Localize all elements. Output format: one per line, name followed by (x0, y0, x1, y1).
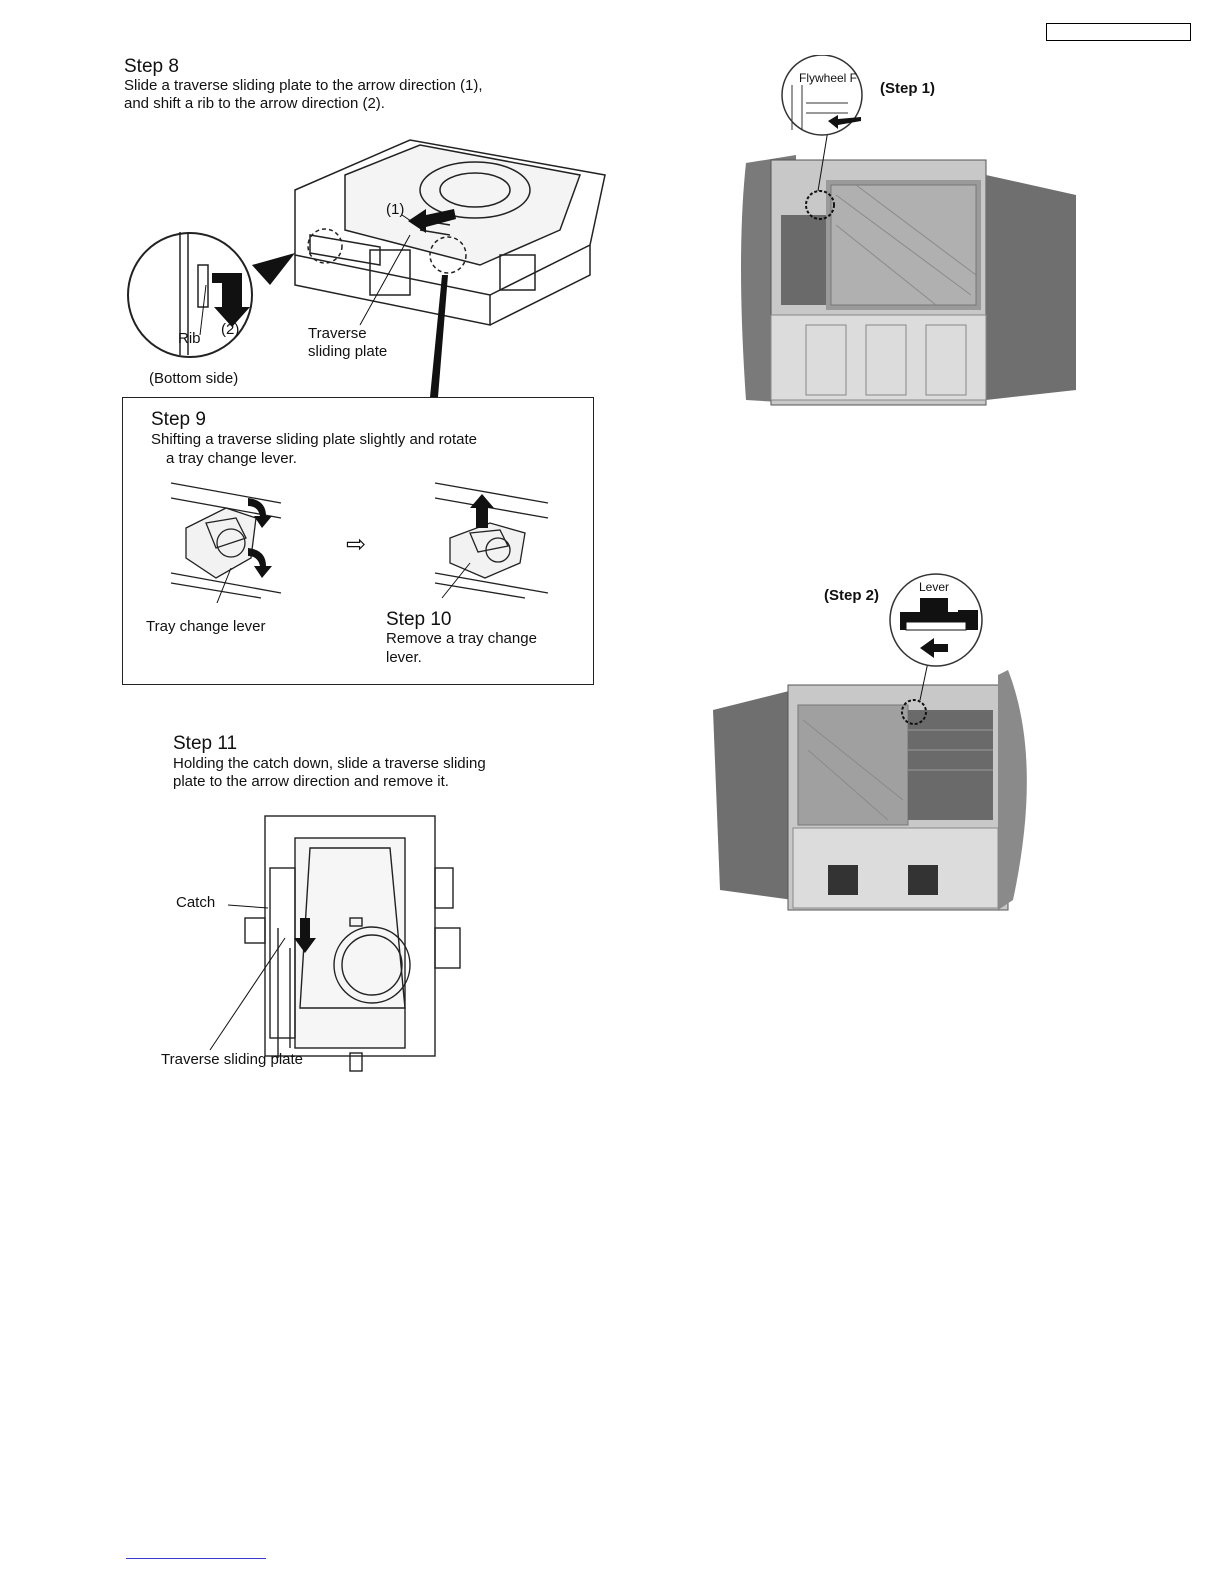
step11-title: Step 11 (173, 733, 238, 754)
bottom-side-label: (Bottom side) (149, 370, 239, 387)
step9-title: Step 9 (151, 409, 206, 430)
step9-desc-line2: a tray change lever. (166, 450, 297, 467)
step8-desc-line1: Slide a traverse sliding plate to the arrow direction (1), (124, 77, 483, 94)
step1-label: (Step 1) (880, 80, 936, 97)
callout-1-label: (1) (386, 201, 405, 218)
catch-label: Catch (176, 894, 216, 911)
callout-2-label: (2) (221, 321, 240, 338)
footer-link-underline[interactable] (126, 1558, 266, 1559)
rib-label: Rib (178, 330, 201, 347)
step10-title: Step 10 (386, 609, 452, 630)
step2-photo (708, 570, 1048, 915)
step11-illustration (160, 808, 570, 1076)
step10-desc-line2: lever. (386, 649, 422, 666)
step9-desc-line1: Shifting a traverse sliding plate slightly and rotate (151, 431, 478, 448)
flywheel-label: Flywheel F (799, 71, 858, 85)
traverse-label-line1: Traverse (308, 325, 367, 342)
step11-desc-line2: plate to the arrow direction and remove it. (173, 773, 449, 790)
step1-photo (736, 55, 1096, 407)
lever-label: Lever (919, 580, 950, 594)
traverse-sliding-plate-label: Traverse sliding plate (161, 1051, 304, 1068)
traverse-label-line2: sliding plate (308, 343, 388, 360)
traverse-top-view-drawing (245, 816, 460, 1071)
tray-change-lever-label: Tray change lever (146, 618, 266, 635)
step2-label: (Step 2) (824, 587, 880, 604)
next-arrow-icon: ⇨ (346, 531, 367, 558)
step8-title: Step 8 (124, 56, 179, 77)
rotate-arrow-down-icon (248, 548, 272, 578)
step10-desc-line1: Remove a tray change (386, 630, 537, 647)
step10-illustration (430, 478, 550, 603)
step11-desc-line1: Holding the catch down, slide a traverse sliding (173, 755, 486, 772)
model-number-box (1046, 23, 1191, 41)
step9-illustration (166, 478, 284, 603)
step8-desc-line2: and shift a rib to the arrow direction (2). (124, 95, 385, 112)
